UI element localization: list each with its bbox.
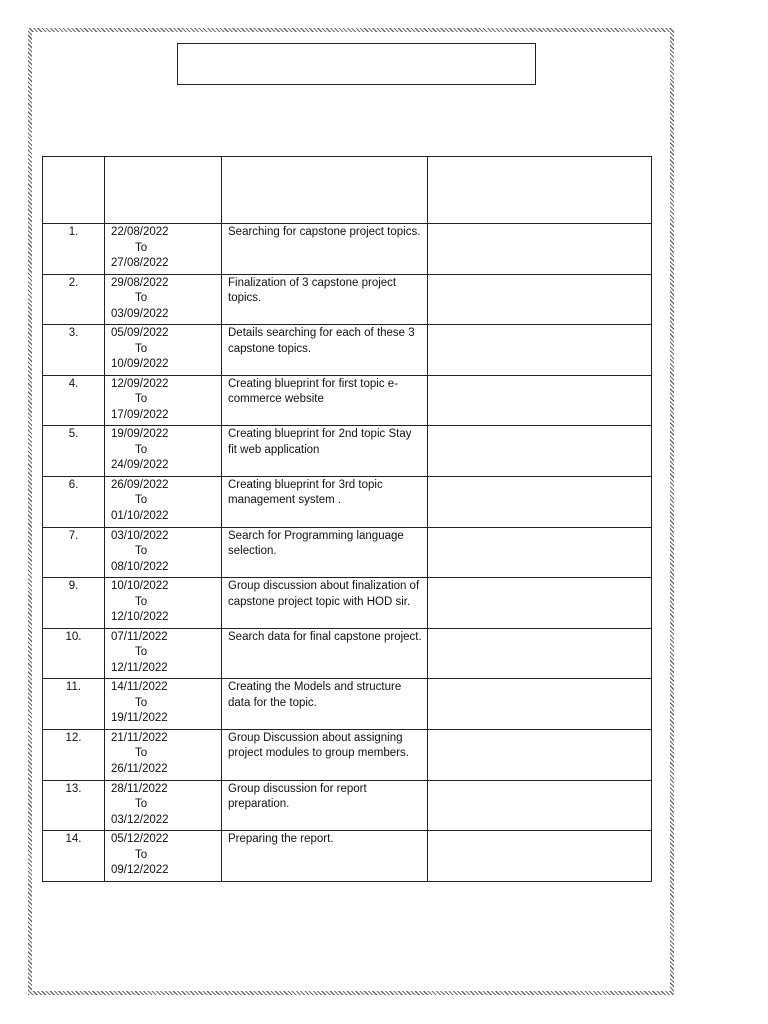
date-to: 12/10/2022	[111, 611, 169, 624]
date-to-label: To	[135, 696, 148, 709]
table-row	[43, 325, 652, 376]
row-date-range	[105, 375, 222, 426]
table-row	[43, 274, 652, 325]
row-work-description: Creating blueprint for 2nd topic Stay fit web application	[222, 426, 428, 477]
date-from: 19/09/2022	[111, 428, 169, 441]
date-to-label: To	[135, 241, 148, 254]
date-to: 19/11/2022	[111, 712, 168, 725]
row-serial-number: 14.	[43, 831, 105, 882]
table-row	[43, 679, 652, 730]
date-to: 27/08/2022	[111, 257, 169, 269]
row-remark	[428, 578, 652, 629]
date-to-label: To	[135, 798, 148, 811]
row-serial-number: 1.	[43, 224, 105, 275]
table-row	[43, 426, 652, 477]
date-to: 03/12/2022	[111, 813, 169, 826]
date-to-label: To	[135, 292, 148, 305]
row-serial-number: 11.	[43, 679, 105, 730]
row-date-range	[105, 476, 222, 527]
row-work-description: Finalization of 3 capstone project topics.	[222, 274, 428, 325]
row-serial-number: 3.	[43, 325, 105, 376]
row-remark	[428, 375, 652, 426]
date-to: 24/09/2022	[111, 459, 169, 472]
table-row	[43, 527, 652, 578]
date-from: 07/11/2022	[111, 630, 168, 643]
date-to-label: To	[135, 595, 148, 608]
row-date-range	[105, 780, 222, 831]
row-date-range	[105, 527, 222, 578]
table-row	[43, 375, 652, 426]
table-header-row	[43, 157, 652, 224]
row-serial-number: 7.	[43, 527, 105, 578]
date-to-label: To	[135, 646, 148, 659]
table-row	[43, 578, 652, 629]
row-serial-number: 6.	[43, 476, 105, 527]
row-serial-number: 12.	[43, 729, 105, 780]
row-remark	[428, 426, 652, 477]
date-to: 08/10/2022	[111, 560, 169, 573]
row-remark	[428, 628, 652, 679]
date-to: 09/12/2022	[111, 864, 169, 877]
row-date-range	[105, 578, 222, 629]
row-serial-number: 5.	[43, 426, 105, 477]
row-remark	[428, 476, 652, 527]
table-row	[43, 780, 652, 831]
date-from: 03/10/2022	[111, 529, 169, 542]
row-work-description: Preparing the report.	[222, 831, 428, 882]
schedule-table	[42, 156, 652, 882]
row-remark	[428, 831, 652, 882]
date-to-label: To	[135, 342, 148, 355]
row-work-description: Creating blueprint for 3rd topic management system .	[222, 476, 428, 527]
row-serial-number: 2.	[43, 274, 105, 325]
date-to: 17/09/2022	[111, 408, 169, 421]
row-date-range	[105, 426, 222, 477]
row-work-description: Group discussion about finalization of capstone project topic with HOD sir.	[222, 578, 428, 629]
table-row	[43, 628, 652, 679]
row-remark	[428, 224, 652, 275]
table-row	[43, 831, 652, 882]
row-work-description: Searching for capstone project topics.	[222, 224, 428, 275]
header-sr-no	[43, 157, 105, 224]
date-from: 14/11/2022	[111, 681, 168, 694]
row-work-description: Creating the Models and structure data for the topic.	[222, 679, 428, 730]
header-remark	[428, 157, 652, 224]
row-date-range	[105, 325, 222, 376]
row-serial-number: 9.	[43, 578, 105, 629]
row-date-range	[105, 831, 222, 882]
date-to-label: To	[135, 494, 148, 507]
row-serial-number: 4.	[43, 375, 105, 426]
date-from: 22/08/2022	[111, 226, 169, 238]
date-from: 05/12/2022	[111, 833, 169, 846]
table-row	[43, 476, 652, 527]
row-remark	[428, 679, 652, 730]
date-to: 12/11/2022	[111, 661, 168, 674]
row-work-description: Group discussion for report preparation.	[222, 780, 428, 831]
date-to: 10/09/2022	[111, 358, 169, 371]
table-row	[43, 729, 652, 780]
row-date-range	[105, 274, 222, 325]
row-work-description: Search for Programming language selection.	[222, 527, 428, 578]
date-to-label: To	[135, 545, 148, 558]
date-to-label: To	[135, 393, 148, 406]
date-to-label: To	[135, 747, 148, 760]
date-from: 29/08/2022	[111, 276, 169, 289]
row-remark	[428, 527, 652, 578]
row-date-range	[105, 628, 222, 679]
row-work-description: Details searching for each of these 3 capstone topics.	[222, 325, 428, 376]
row-work-description: Search data for final capstone project.	[222, 628, 428, 679]
row-remark	[428, 325, 652, 376]
row-serial-number: 13.	[43, 780, 105, 831]
table-row	[43, 224, 652, 275]
date-from: 26/09/2022	[111, 478, 169, 491]
header-date	[105, 157, 222, 224]
date-from: 28/11/2022	[111, 782, 168, 795]
row-remark	[428, 274, 652, 325]
header-work-done	[222, 157, 428, 224]
date-from: 12/09/2022	[111, 377, 169, 390]
row-work-description: Group Discussion about assigning project modules to group members.	[222, 729, 428, 780]
row-date-range	[105, 224, 222, 275]
date-from: 05/09/2022	[111, 327, 169, 340]
date-to: 01/10/2022	[111, 509, 169, 522]
date-from: 21/11/2022	[111, 731, 168, 744]
title-box	[177, 43, 536, 85]
date-to: 26/11/2022	[111, 762, 168, 775]
row-date-range	[105, 679, 222, 730]
date-to-label: To	[135, 848, 148, 861]
table-body	[43, 224, 652, 882]
row-remark	[428, 780, 652, 831]
row-remark	[428, 729, 652, 780]
date-to: 03/09/2022	[111, 307, 169, 320]
row-serial-number: 10.	[43, 628, 105, 679]
date-from: 10/10/2022	[111, 580, 169, 593]
row-date-range	[105, 729, 222, 780]
row-work-description: Creating blueprint for first topic e-commerce website	[222, 375, 428, 426]
date-to-label: To	[135, 443, 148, 456]
